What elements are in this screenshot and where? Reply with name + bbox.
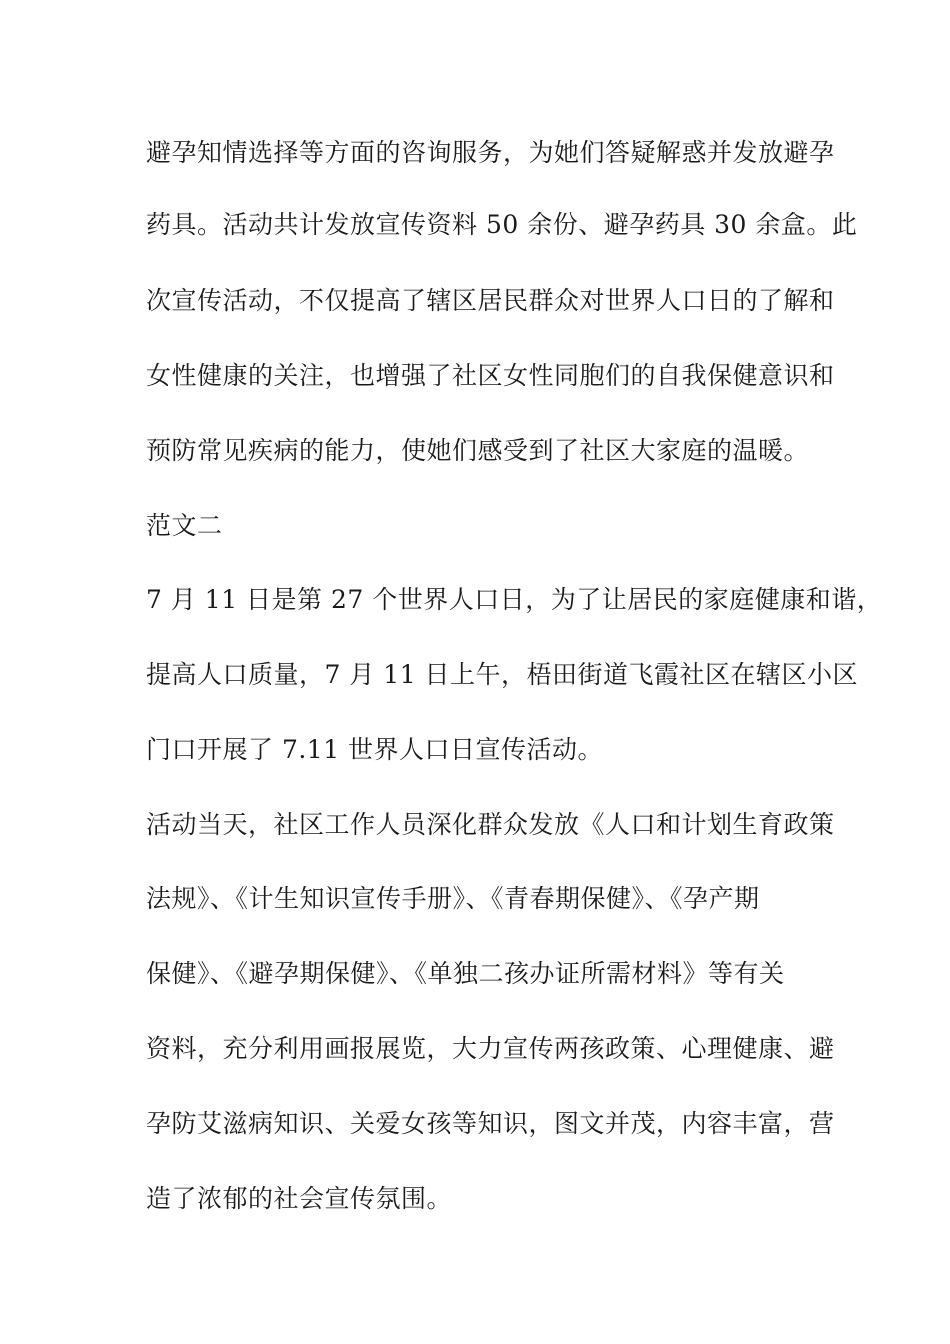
text-line: 药具。活动共计发放宣传资料 50 余份、避孕药具 30 余盒。此: [146, 210, 858, 239]
text-line: 次宣传活动，不仅提高了辖区居民群众对世界人口日的了解和: [146, 286, 835, 315]
text-line: 7 月 11 日是第 27 个世界人口日，为了让居民的家庭健康和谐，: [146, 585, 883, 614]
section-heading: 范文二: [146, 511, 223, 540]
text-line: 女性健康的关注，也增强了社区女性同胞们的自我保健意识和: [146, 361, 835, 390]
text-line: 保健》、《避孕期保健》、《单独二孩办证所需材料》等有关: [146, 959, 785, 988]
text-line: 造了浓郁的社会宣传氛围。: [146, 1184, 453, 1213]
text-line: 提高人口质量，7 月 11 日上午，梧田街道飞霞社区在辖区小区: [146, 660, 859, 689]
text-line: 避孕知情选择等方面的咨询服务，为她们答疑解惑并发放避孕: [146, 138, 835, 167]
text-line: 孕防艾滋病知识、关爱女孩等知识，图文并茂，内容丰富，营: [146, 1109, 835, 1138]
text-line: 预防常见疾病的能力，使她们感受到了社区大家庭的温暖。: [146, 436, 810, 465]
text-line: 活动当天，社区工作人员深化群众发放《人口和计划生育政策: [146, 810, 835, 839]
text-line: 资料，充分利用画报展览，大力宣传两孩政策、心理健康、避: [146, 1034, 835, 1063]
text-line: 门口开展了 7.11 世界人口日宣传活动。: [146, 735, 604, 764]
text-line: 法规》、《计生知识宣传手册》、《青春期保健》、《孕产期: [146, 884, 760, 913]
